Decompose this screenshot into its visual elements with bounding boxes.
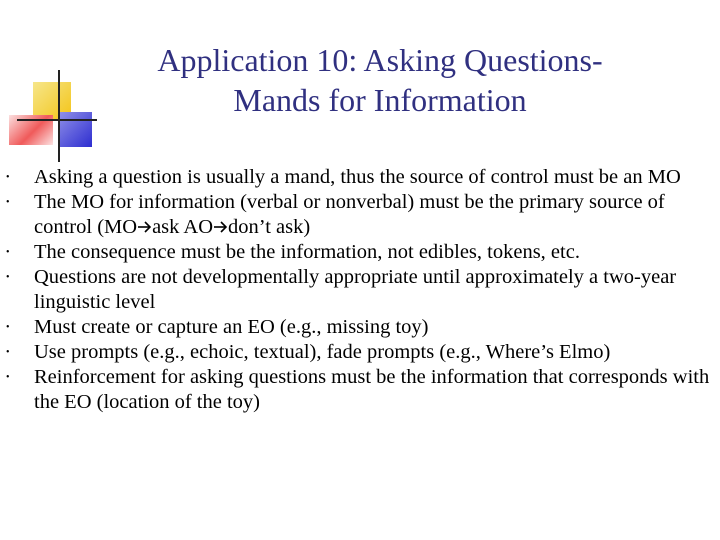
arrow-right-icon bbox=[137, 220, 152, 234]
logo-vertical-line bbox=[58, 70, 60, 162]
bullet-text: Reinforcement for asking questions must be the information that corresponds with the EO (location of the toy) bbox=[34, 366, 710, 413]
bullet-text-part: don’t ask) bbox=[228, 216, 311, 238]
logo-blue-square bbox=[60, 112, 92, 147]
bullet-item bbox=[0, 315, 720, 340]
bullet-text-part: ask AO bbox=[152, 216, 213, 238]
bullet-text: Use prompts (e.g., echoic, textual), fade prompts (e.g., Where’s Elmo) bbox=[34, 341, 611, 363]
bullet-dot: • bbox=[6, 347, 10, 358]
bullet-dot: • bbox=[6, 197, 10, 208]
slide-title bbox=[100, 40, 660, 120]
bullet-item bbox=[0, 190, 720, 240]
bullet-text: The consequence must be the information, not edibles, tokens, etc. bbox=[34, 241, 580, 263]
bullet-item bbox=[0, 265, 720, 315]
bullet-item bbox=[0, 340, 720, 365]
bullet-dot: • bbox=[6, 272, 10, 283]
bullet-list bbox=[0, 165, 720, 415]
bullet-item bbox=[0, 240, 720, 265]
bullet-text: Questions are not developmentally appropriate until approximately a two-year linguistic level bbox=[34, 266, 677, 313]
bullet-dot: • bbox=[6, 172, 10, 183]
title-line-1: Application 10: Asking Questions- bbox=[157, 42, 603, 78]
bullet-dot: • bbox=[6, 322, 10, 333]
logo-squares-icon bbox=[0, 70, 110, 165]
bullet-text: Asking a question is usually a mand, thus the source of control must be an MO bbox=[34, 166, 681, 188]
bullet-text-part: The MO for information (verbal or nonverbal) must be the primary source of control (MO bbox=[34, 191, 665, 238]
bullet-dot: • bbox=[6, 247, 10, 258]
logo-horizontal-line bbox=[17, 119, 97, 121]
bullet-dot: • bbox=[6, 372, 10, 383]
bullet-item bbox=[0, 365, 720, 415]
title-line-2: Mands for Information bbox=[233, 82, 527, 118]
bullet-text: Must create or capture an EO (e.g., missing toy) bbox=[34, 316, 429, 338]
arrow-right-icon bbox=[213, 220, 228, 234]
bullet-item bbox=[0, 165, 720, 190]
